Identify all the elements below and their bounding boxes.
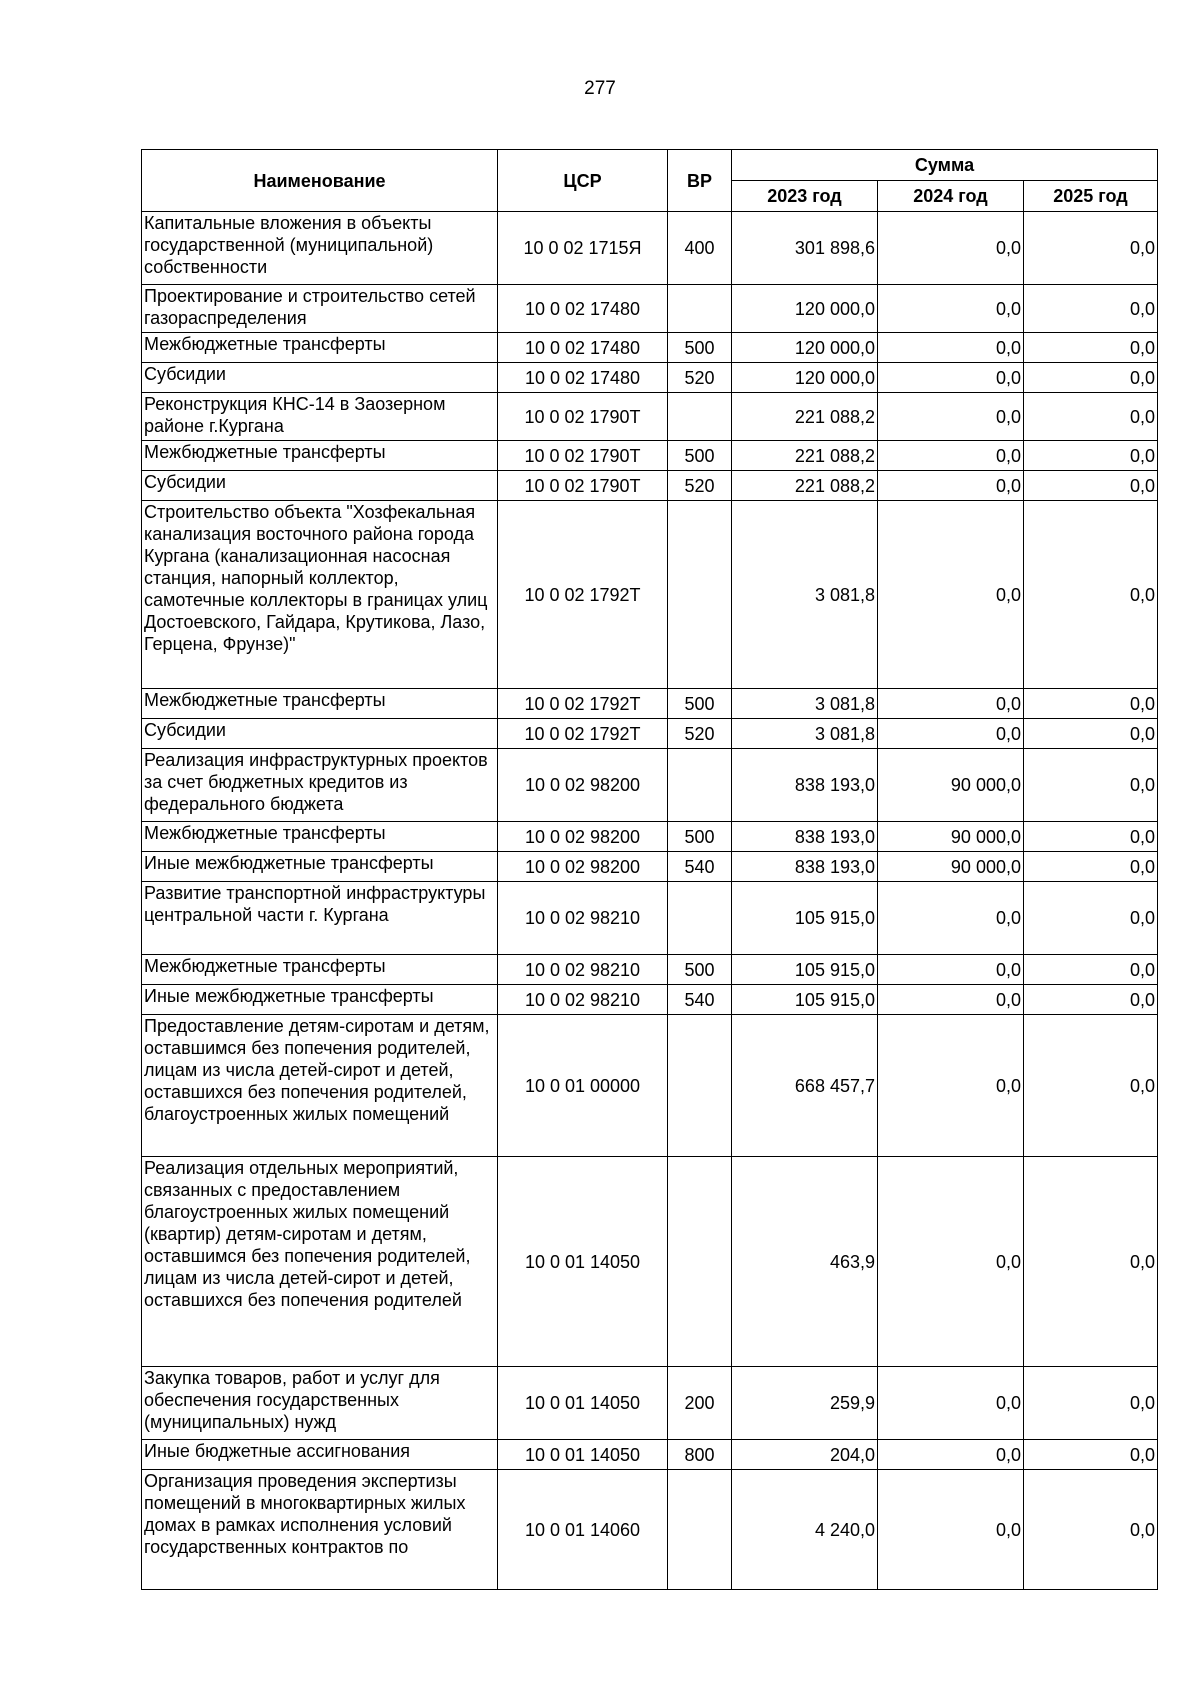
- row-name: Субсидии: [142, 719, 498, 749]
- row-2024: 0,0: [878, 471, 1024, 501]
- row-2024: 0,0: [878, 1015, 1024, 1157]
- row-vr: 800: [668, 1440, 732, 1470]
- row-2023: 221 088,2: [732, 441, 878, 471]
- row-csr: 10 0 01 14050: [498, 1157, 668, 1367]
- row-2024: 0,0: [878, 1157, 1024, 1367]
- row-2025: 0,0: [1024, 501, 1158, 689]
- row-2023: 105 915,0: [732, 882, 878, 955]
- row-vr: [668, 1470, 732, 1590]
- row-vr: [668, 749, 732, 822]
- row-vr: 500: [668, 333, 732, 363]
- page-number: 277: [584, 78, 616, 99]
- table-row: [142, 1367, 1158, 1440]
- row-2025: 0,0: [1024, 852, 1158, 882]
- table-row: [142, 852, 1158, 882]
- row-csr: 10 0 01 00000: [498, 1015, 668, 1157]
- row-name: Реализация инфраструктурных проектов за счет бюджетных кредитов из федерального бюджета: [142, 749, 498, 822]
- row-name: Иные межбюджетные трансферты: [142, 852, 498, 882]
- row-vr: [668, 393, 732, 441]
- row-2023: 301 898,6: [732, 212, 878, 285]
- row-2023: 259,9: [732, 1367, 878, 1440]
- table-row: [142, 822, 1158, 852]
- row-csr: 10 0 02 1792Т: [498, 719, 668, 749]
- row-vr: 520: [668, 471, 732, 501]
- header-sum: Сумма: [732, 150, 1158, 181]
- row-name: Закупка товаров, работ и услуг для обеспечения государственных (муниципальных) нужд: [142, 1367, 498, 1440]
- row-2024: 0,0: [878, 501, 1024, 689]
- table-row: [142, 1157, 1158, 1367]
- row-2024: 0,0: [878, 285, 1024, 333]
- row-2024: 0,0: [878, 212, 1024, 285]
- row-2023: 463,9: [732, 1157, 878, 1367]
- row-2023: 221 088,2: [732, 393, 878, 441]
- row-2023: 204,0: [732, 1440, 878, 1470]
- header-row: [142, 150, 1158, 181]
- table-row: [142, 689, 1158, 719]
- row-csr: 10 0 01 14050: [498, 1367, 668, 1440]
- row-2023: 4 240,0: [732, 1470, 878, 1590]
- row-2024: 0,0: [878, 955, 1024, 985]
- row-2023: 3 081,8: [732, 689, 878, 719]
- row-name: Межбюджетные трансферты: [142, 822, 498, 852]
- row-vr: 400: [668, 212, 732, 285]
- row-vr: [668, 501, 732, 689]
- row-vr: 200: [668, 1367, 732, 1440]
- table-row: [142, 333, 1158, 363]
- header-vr: ВР: [668, 150, 732, 212]
- table-row: [142, 441, 1158, 471]
- header-year-2023: 2023 год: [732, 181, 878, 212]
- table-row: [142, 501, 1158, 689]
- row-2023: 120 000,0: [732, 363, 878, 393]
- row-name: Организация проведения экспертизы помещений в многоквартирных жилых домах в рамках исполнения условий государственных контрактов по: [142, 1470, 498, 1590]
- row-2024: 0,0: [878, 1440, 1024, 1470]
- row-vr: 500: [668, 822, 732, 852]
- row-csr: 10 0 02 17480: [498, 363, 668, 393]
- row-2025: 0,0: [1024, 285, 1158, 333]
- row-2023: 120 000,0: [732, 333, 878, 363]
- row-vr: 500: [668, 441, 732, 471]
- table-row: [142, 471, 1158, 501]
- row-2023: 838 193,0: [732, 749, 878, 822]
- table-row: [142, 985, 1158, 1015]
- row-2023: 105 915,0: [732, 985, 878, 1015]
- row-name: Межбюджетные трансферты: [142, 689, 498, 719]
- row-2025: 0,0: [1024, 1367, 1158, 1440]
- row-csr: 10 0 01 14050: [498, 1440, 668, 1470]
- row-vr: 500: [668, 689, 732, 719]
- row-2023: 3 081,8: [732, 719, 878, 749]
- row-2024: 90 000,0: [878, 852, 1024, 882]
- row-2024: 0,0: [878, 719, 1024, 749]
- table-body: [142, 212, 1158, 1590]
- row-name: Субсидии: [142, 471, 498, 501]
- row-2023: 105 915,0: [732, 955, 878, 985]
- row-2023: 221 088,2: [732, 471, 878, 501]
- row-2024: 90 000,0: [878, 749, 1024, 822]
- row-2025: 0,0: [1024, 985, 1158, 1015]
- row-2025: 0,0: [1024, 333, 1158, 363]
- header-name: Наименование: [142, 150, 498, 212]
- row-2025: 0,0: [1024, 212, 1158, 285]
- row-name: Субсидии: [142, 363, 498, 393]
- table-row: [142, 955, 1158, 985]
- row-csr: 10 0 02 98200: [498, 822, 668, 852]
- table-row: [142, 393, 1158, 441]
- row-2024: 0,0: [878, 1470, 1024, 1590]
- table-row: [142, 1440, 1158, 1470]
- row-csr: 10 0 01 14060: [498, 1470, 668, 1590]
- row-2025: 0,0: [1024, 441, 1158, 471]
- row-vr: 500: [668, 955, 732, 985]
- row-2025: 0,0: [1024, 719, 1158, 749]
- row-name: Межбюджетные трансферты: [142, 333, 498, 363]
- row-2023: 838 193,0: [732, 822, 878, 852]
- row-2023: 668 457,7: [732, 1015, 878, 1157]
- row-2025: 0,0: [1024, 1015, 1158, 1157]
- row-2025: 0,0: [1024, 1157, 1158, 1367]
- row-2024: 0,0: [878, 689, 1024, 719]
- row-name: Межбюджетные трансферты: [142, 441, 498, 471]
- row-name: Строительство объекта "Хозфекальная канализация восточного района города Кургана (канализационная насосная станция, напорный коллектор, самотечные коллекторы в границах улиц Достоевского, Гайдара, Крутикова, Лазо, Герцена, Фрунзе)": [142, 501, 498, 689]
- row-2024: 0,0: [878, 363, 1024, 393]
- row-vr: [668, 1015, 732, 1157]
- budget-table: [141, 149, 1158, 1590]
- row-2024: 0,0: [878, 985, 1024, 1015]
- header-year-2025: 2025 год: [1024, 181, 1158, 212]
- row-vr: 540: [668, 985, 732, 1015]
- row-name: Развитие транспортной инфраструктуры центральной части г. Кургана: [142, 882, 498, 955]
- row-name: Иные бюджетные ассигнования: [142, 1440, 498, 1470]
- row-csr: 10 0 02 1792Т: [498, 689, 668, 719]
- header-csr: ЦСР: [498, 150, 668, 212]
- table-row: [142, 749, 1158, 822]
- header-year-2024: 2024 год: [878, 181, 1024, 212]
- row-vr: 540: [668, 852, 732, 882]
- row-2024: 0,0: [878, 333, 1024, 363]
- row-csr: 10 0 02 1792Т: [498, 501, 668, 689]
- row-2024: 0,0: [878, 1367, 1024, 1440]
- row-2024: 0,0: [878, 393, 1024, 441]
- row-name: Проектирование и строительство сетей газораспределения: [142, 285, 498, 333]
- row-2025: 0,0: [1024, 1470, 1158, 1590]
- row-2025: 0,0: [1024, 393, 1158, 441]
- table-row: [142, 285, 1158, 333]
- row-csr: 10 0 02 98210: [498, 882, 668, 955]
- row-name: Капитальные вложения в объекты государственной (муниципальной) собственности: [142, 212, 498, 285]
- row-vr: 520: [668, 719, 732, 749]
- row-2025: 0,0: [1024, 689, 1158, 719]
- row-csr: 10 0 02 98210: [498, 985, 668, 1015]
- row-vr: [668, 1157, 732, 1367]
- row-vr: [668, 882, 732, 955]
- row-name: Реконструкция КНС-14 в Заозерном районе г.Кургана: [142, 393, 498, 441]
- row-csr: 10 0 02 1790Т: [498, 471, 668, 501]
- row-2025: 0,0: [1024, 1440, 1158, 1470]
- row-csr: 10 0 02 17480: [498, 285, 668, 333]
- row-2025: 0,0: [1024, 882, 1158, 955]
- row-2025: 0,0: [1024, 363, 1158, 393]
- row-csr: 10 0 02 17480: [498, 333, 668, 363]
- row-name: Межбюджетные трансферты: [142, 955, 498, 985]
- row-name: Реализация отдельных мероприятий, связанных с предоставлением благоустроенных жилых помещений (квартир) детям-сиротам и детям, оставшимся без попечения родителей, лицам из числа детей-сирот и детей, оставшихся без попечения родителей: [142, 1157, 498, 1367]
- row-2025: 0,0: [1024, 749, 1158, 822]
- row-2023: 120 000,0: [732, 285, 878, 333]
- row-csr: 10 0 02 1790Т: [498, 393, 668, 441]
- row-2025: 0,0: [1024, 822, 1158, 852]
- table-row: [142, 1470, 1158, 1590]
- row-csr: 10 0 02 1790Т: [498, 441, 668, 471]
- table-row: [142, 882, 1158, 955]
- row-2025: 0,0: [1024, 471, 1158, 501]
- row-2024: 0,0: [878, 441, 1024, 471]
- row-vr: [668, 285, 732, 333]
- row-2024: 0,0: [878, 882, 1024, 955]
- row-2025: 0,0: [1024, 955, 1158, 985]
- table-row: [142, 1015, 1158, 1157]
- row-name: Иные межбюджетные трансферты: [142, 985, 498, 1015]
- row-vr: 520: [668, 363, 732, 393]
- table-row: [142, 212, 1158, 285]
- row-2023: 3 081,8: [732, 501, 878, 689]
- table-row: [142, 719, 1158, 749]
- row-csr: 10 0 02 98200: [498, 749, 668, 822]
- row-csr: 10 0 02 98210: [498, 955, 668, 985]
- table-row: [142, 363, 1158, 393]
- row-2023: 838 193,0: [732, 852, 878, 882]
- row-2024: 90 000,0: [878, 822, 1024, 852]
- row-csr: 10 0 02 1715Я: [498, 212, 668, 285]
- row-csr: 10 0 02 98200: [498, 852, 668, 882]
- row-name: Предоставление детям-сиротам и детям, оставшимся без попечения родителей, лицам из числа детей-сирот и детей, оставшихся без попечения родителей, благоустроенных жилых помещений: [142, 1015, 498, 1157]
